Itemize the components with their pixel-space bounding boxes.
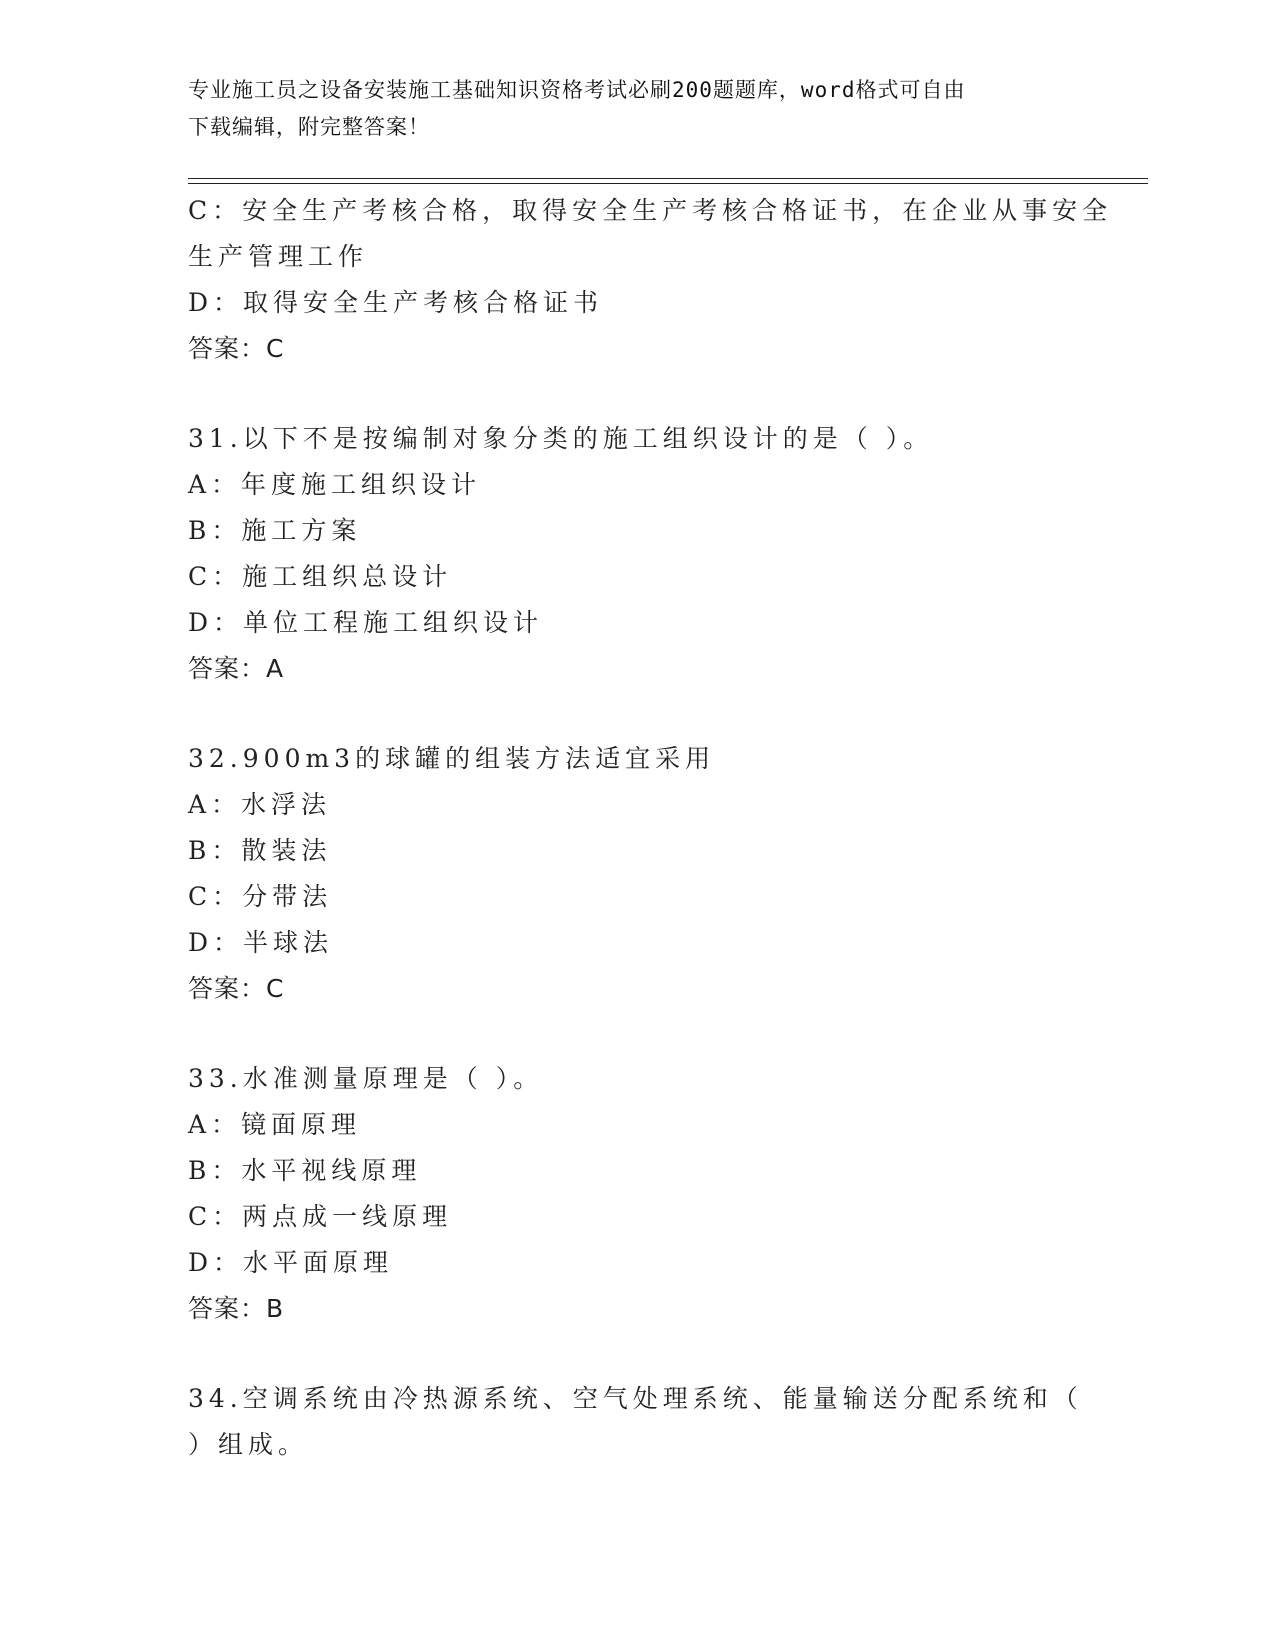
block-gap: [188, 1332, 1088, 1376]
question-stem-line-1: 34.空调系统由冷热源系统、空气处理系统、能量输送分配系统和（: [188, 1384, 1083, 1413]
question-31-block: [188, 416, 1088, 692]
block-gap: [188, 1012, 1088, 1056]
option-c: C：施工组织总设计: [188, 562, 453, 591]
block-gap: [188, 372, 1088, 416]
option-a: A：镜面原理: [188, 1110, 362, 1139]
question-stem: 32.900m3的球罐的组装方法适宜采用: [188, 744, 716, 773]
prev-question-block: [188, 188, 1113, 372]
option-d: D：单位工程施工组织设计: [188, 608, 544, 637]
question-content: [188, 188, 1113, 1468]
option-d: D：取得安全生产考核合格证书: [188, 288, 604, 317]
question-stem-line-2: ）组成。: [188, 1430, 309, 1459]
option-c-line-1: C：安全生产考核合格，取得安全生产考核合格证书，在企业从事安全: [188, 196, 1113, 225]
option-c: C：两点成一线原理: [188, 1202, 453, 1231]
document-header: [188, 72, 1068, 146]
header-line-1: 专业施工员之设备安装施工基础知识资格考试必刷200题题库，word格式可自由: [188, 78, 966, 102]
answer-label: 答案：C: [188, 974, 285, 1003]
header-line-2: 下载编辑，附完整答案！: [188, 115, 430, 139]
question-33-block: [188, 1056, 1088, 1332]
question-32-block: [188, 736, 1088, 1012]
option-d: D：水平面原理: [188, 1248, 394, 1277]
option-c: C：分带法: [188, 882, 333, 911]
answer-label: 答案：C: [188, 334, 285, 363]
block-gap: [188, 692, 1088, 736]
option-b: B：施工方案: [188, 516, 362, 545]
answer-label: 答案：B: [188, 1294, 285, 1323]
header-divider-bottom: [188, 183, 1148, 184]
answer-label: 答案：A: [188, 654, 285, 683]
question-34-block: [188, 1376, 1088, 1468]
option-a: A：年度施工组织设计: [188, 470, 482, 499]
option-d: D：半球法: [188, 928, 334, 957]
header-divider-top: [188, 178, 1148, 179]
option-a: A：水浮法: [188, 790, 332, 819]
option-c-line-2: 生产管理工作: [188, 242, 369, 271]
option-b: B：散装法: [188, 836, 332, 865]
option-b: B：水平视线原理: [188, 1156, 422, 1185]
question-stem: 33.水准测量原理是（ ）。: [188, 1064, 544, 1093]
question-stem: 31.以下不是按编制对象分类的施工组织设计的是（ ）。: [188, 424, 934, 453]
